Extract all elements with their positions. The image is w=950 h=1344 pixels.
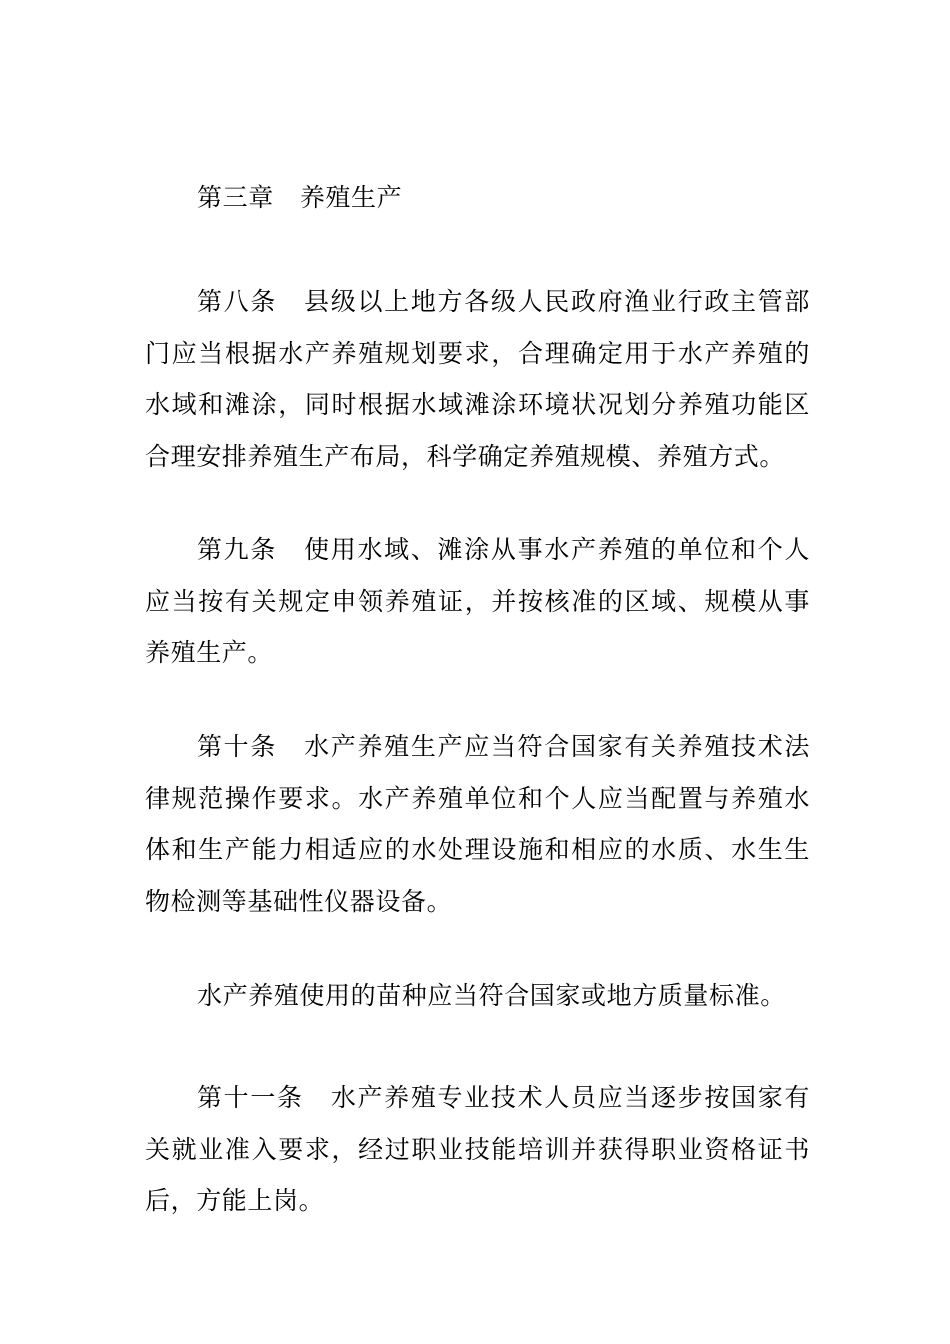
- article-11: [145, 1072, 810, 1227]
- article-10: [145, 721, 810, 927]
- article-label: 第八条: [197, 287, 278, 316]
- article-text: 水产养殖生产应当符合国家有关养殖技术法律规范操作要求。水产养殖单位和个人应当配置与养殖水体和生产能力相适应的水处理设施和相应的水质、水生生物检测等基础性仪器设备。: [145, 732, 810, 916]
- chapter-title: 养殖生产: [299, 183, 403, 212]
- article-label: 第十一条: [197, 1083, 304, 1112]
- article-text: 县级以上地方各级人民政府渔业行政主管部门应当根据水产养殖规划要求，合理确定用于水产养殖的水域和滩涂，同时根据水域滩涂环境状况划分养殖功能区合理安排养殖生产布局，科学确定养殖规模、养殖方式。: [145, 287, 810, 471]
- article-label: 第九条: [197, 535, 278, 564]
- article-8: [145, 276, 810, 482]
- article-9: [145, 524, 810, 679]
- article-text: 水产养殖专业技术人员应当逐步按国家有关就业准入要求，经过职业技能培训并获得职业资格证书后，方能上岗。: [145, 1083, 810, 1215]
- chapter-heading: [145, 172, 810, 224]
- article-text: 水产养殖使用的苗种应当符合国家或地方质量标准。: [197, 981, 786, 1010]
- chapter-label: 第三章: [197, 183, 274, 212]
- article-label: 第十条: [197, 732, 278, 761]
- article-10-paragraph-2: [145, 970, 810, 1022]
- article-text: 使用水域、滩涂从事水产养殖的单位和个人应当按有关规定申领养殖证，并按核准的区域、规模从事养殖生产。: [145, 535, 810, 667]
